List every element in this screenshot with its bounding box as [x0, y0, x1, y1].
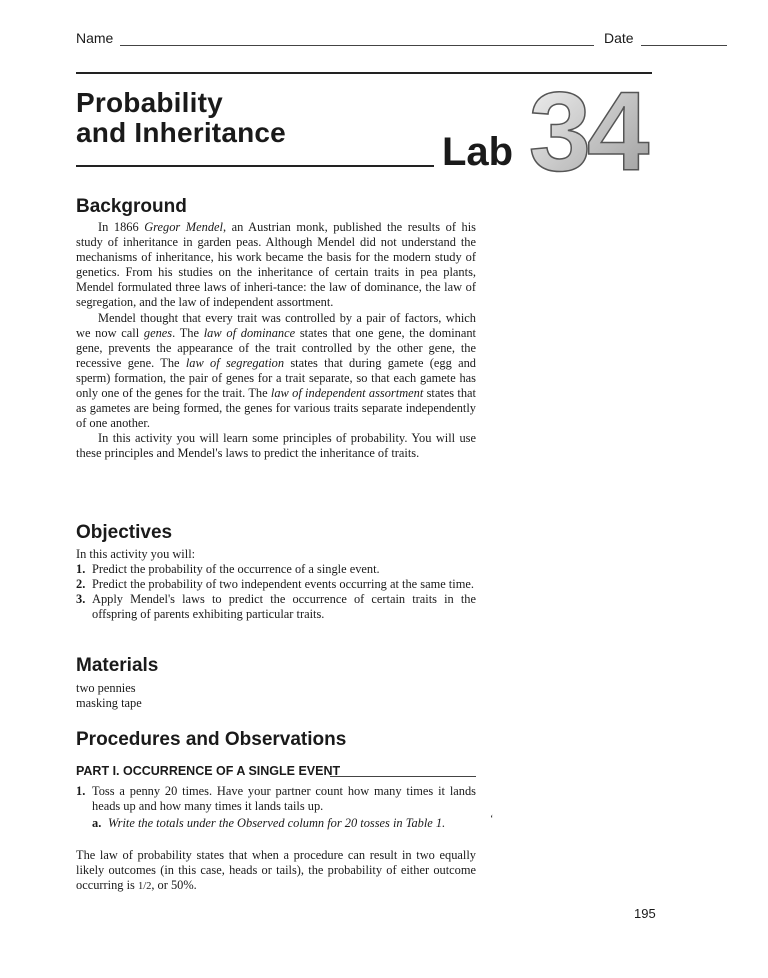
- probability-law-paragraph: The law of probability states that when a procedure can result in two equally likely outcomes (in this case, heads or tails), the probability of either outcome occurring is 1/2, or 50%.: [76, 848, 476, 893]
- page-title: [76, 88, 286, 148]
- lab-label: Lab: [442, 130, 514, 174]
- materials-list: [76, 681, 476, 711]
- title-line-2: and Inheritance: [76, 117, 286, 148]
- background-text: [76, 220, 476, 462]
- name-label: Name: [76, 30, 114, 46]
- objectives-list: [76, 547, 476, 622]
- material-item: two pennies: [76, 681, 136, 695]
- background-paragraph-2: Mendel thought that every trait was controlled by a pair of factors, which we now call genes. The law of dominance states that one gene, the dominant gene, prevents the appearance of the trait controlled by the other gene, the recessive gene. The law of segregation states that during gamete (egg and sperm) formation, the pair of genes for a trait separate, so that each gamete has only one of the genes for the trait. The law of independent assortment states that as gametes are being formed, the genes for various traits separate independently of one another.: [76, 310, 476, 431]
- background-heading: Background: [76, 196, 187, 217]
- procedure-steps: [76, 784, 476, 831]
- top-rule: [76, 72, 652, 74]
- name-field-line[interactable]: [120, 45, 594, 46]
- material-item: masking tape: [76, 696, 142, 711]
- objectives-intro: In this activity you will:: [76, 547, 196, 561]
- objective-item: 3. Apply Mendel's laws to predict the occurrence of certain traits in the offspring of parents exhibiting particular traits.: [76, 592, 476, 622]
- lab-number: [516, 78, 658, 178]
- objective-item: 1. Predict the probability of the occurrence of a single event.: [76, 562, 380, 577]
- procedures-heading: Procedures and Observations: [76, 729, 347, 750]
- background-paragraph-1: In 1866 Gregor Mendel, an Austrian monk, published the results of his study of inheritance in garden peas. Although Mendel did not understand the mechanisms of inheritance, his work became the basis for the modern study of genetics. From his studies on the inheritance of certain traits in pea plants, Mendel formulated three laws of inheri-tance: the law of dominance, the law of segregation, and the law of independent assortment.: [76, 220, 476, 310]
- title-rule: [76, 165, 434, 167]
- objectives-heading: Objectives: [76, 522, 173, 543]
- background-paragraph-3: In this activity you will learn some principles of probability. You will use these principles and Mendel's laws to predict the inheritance of traits.: [76, 431, 476, 461]
- stray-mark: ‘: [490, 814, 494, 825]
- part-1-label: PART I. OCCURRENCE OF A SINGLE EVENT: [76, 764, 341, 778]
- page-number: 195: [634, 906, 656, 921]
- procedure-step-1: 1. Toss a penny 20 times. Have your partner count how many times it lands heads up and how many times it lands tails up.: [76, 784, 476, 814]
- title-line-1: Probability: [76, 87, 223, 118]
- date-field-line[interactable]: [641, 45, 727, 46]
- lab-number-text: 34: [528, 78, 646, 178]
- name-date-header: [76, 30, 652, 50]
- procedure-step-1a: a. Write the totals under the Observed column for 20 tosses in Table 1.: [92, 816, 446, 831]
- materials-heading: Materials: [76, 655, 159, 676]
- probability-law-text: [76, 848, 476, 894]
- part-1-rule: [330, 776, 476, 777]
- objective-item: 2. Predict the probability of two independent events occurring at the same time.: [76, 577, 474, 592]
- date-label: Date: [604, 30, 634, 46]
